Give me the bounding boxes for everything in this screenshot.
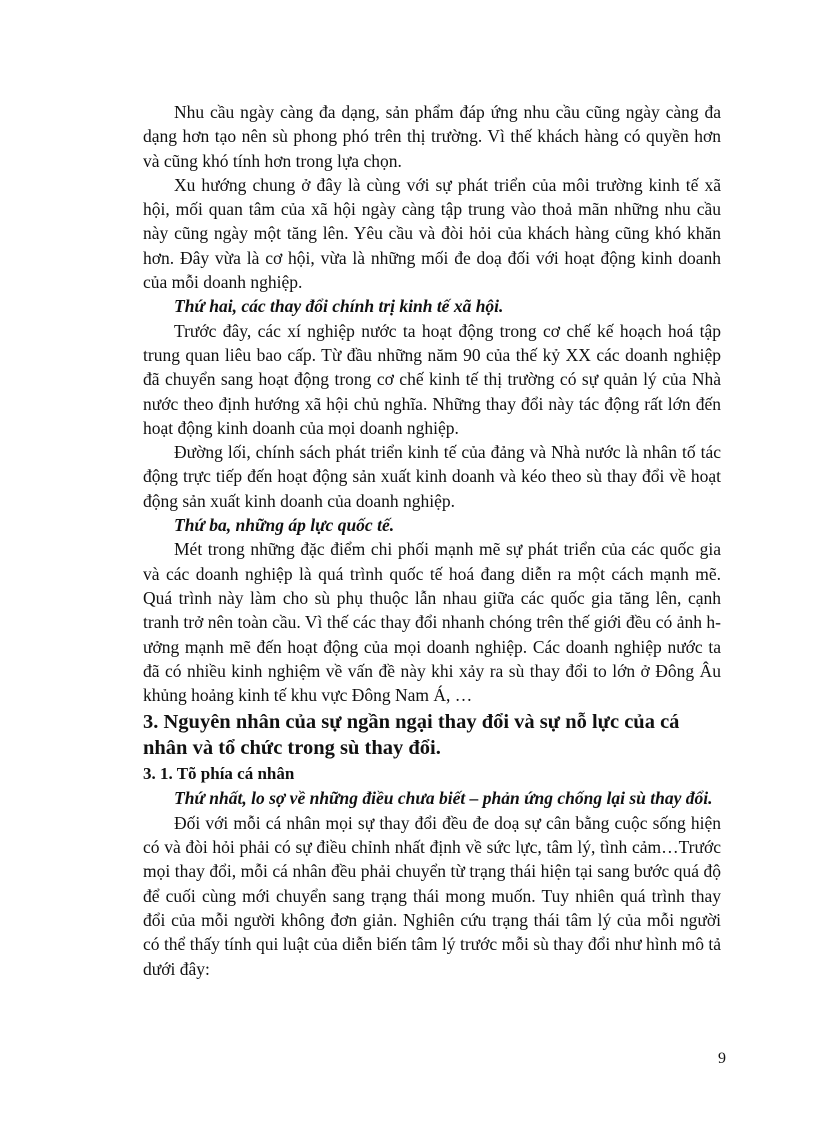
subheading-first-fear-unknown: Thứ nhất, lo sợ về những điều chưa biết – phản ứng chống lại sù thay đổi. <box>174 788 713 809</box>
document-page <box>143 100 721 981</box>
paragraph-individual-change: Đối với mỗi cá nhân mọi sự thay đổi đều đe doạ sự cân bằng cuộc sống hiện có và đòi hỏi phải có sự điều chỉnh nhất định về sức lực, tâm lý, tình cảm…Trước mọi thay đổi, mỗi cá nhân đều phải chuyển từ trạng thái hiện tại sang bước quá độ để cuối cùng mới chuyển sang trạng thái mong muốn. Tuy nhiên quá trình thay đổi của mỗi người không đơn giản. Nghiên cứu trạng thái tâm lý của mỗi người có thể thấy tính qui luật của diễn biến tâm lý trước mỗi sù thay đổi như hình mô tả dưới đây: <box>143 812 721 979</box>
page-number: 9 <box>718 1050 726 1067</box>
paragraph-globalization: Mét trong những đặc điểm chi phối mạnh mẽ sự phát triển của các quốc gia và các doanh nghiệp là quá trình quốc tế hoá đang diễn ra một cách mạnh mẽ. Quá trình này làm cho sù phụ thuộc lẫn nhau giữa các quốc gia tăng lên, cạnh tranh trở nên toàn cầu. Vì thế các thay đổi nhanh chóng trên thế giới đều có ảnh hưởng mạnh mẽ đến hoạt động của mọi doanh nghiệp. Các doanh nghiệp nước ta đã có nhiều kinh nghiệm về vấn đề này khi xảy ra sù thay đổi to lớn ở Đông Âu khủng hoảng kinh tế khu vực Đông Nam Á, … <box>143 539 721 706</box>
paragraph-policy: Đường lối, chính sách phát triển kinh tế của đảng và Nhà nước là nhân tố tác động trực tiếp đến hoạt động sản xuất kinh doanh và kéo theo sù thay đổi về hoạt động sản xuất kinh doanh của doanh nghiệp. <box>143 442 721 511</box>
subheading-third-international-pressure: Thứ ba, những áp lực quốc tế. <box>174 515 395 536</box>
section-heading-3: 3. Nguyên nhân của sự ngần ngại thay đổi và sự nỗ lực của cá nhân và tổ chức trong sù thay đổi. <box>143 711 680 760</box>
paragraph-general-trend: Xu hướng chung ở đây là cùng với sự phát triển của môi trường kinh tế xã hội, mối quan tâm của xã hội ngày càng tập trung vào thoả mãn những nhu cầu này cũng ngày một tăng lên. Yêu cầu và đòi hỏi của khách hàng cũng khó khăn hơn. Đây vừa là cơ hội, vừa là những mối đe doạ đối với hoạt động kinh doanh của mỗi doanh nghiệp. <box>143 174 721 293</box>
section-heading-3-1: 3. 1. Tõ phía cá nhân <box>143 764 295 784</box>
paragraph-customer-needs: Nhu cầu ngày càng đa dạng, sản phẩm đáp ứng nhu cầu cũng ngày càng đa dạng hơn tạo nên sù phong phó trên thị trường. Vì thế khách hàng có quyền hơn và cũng khó tính hơn trong lựa chọn. <box>143 102 721 171</box>
paragraph-planned-economy: Trước đây, các xí nghiệp nước ta hoạt động trong cơ chế kế hoạch hoá tập trung quan liêu bao cấp. Từ đầu những năm 90 của thế kỷ XX các doanh nghiệp đã chuyển sang hoạt động trong cơ chế kinh tế thị trường có sự quản lý của Nhà nước theo định hướng xã hội chủ nghĩa. Những thay đổi này tác động rất lớn đến hoạt động kinh doanh của mọi doanh nghiệp. <box>143 320 721 438</box>
subheading-second-political-economic: Thứ hai, các thay đổi chính trị kinh tế xã hội. <box>174 296 504 317</box>
